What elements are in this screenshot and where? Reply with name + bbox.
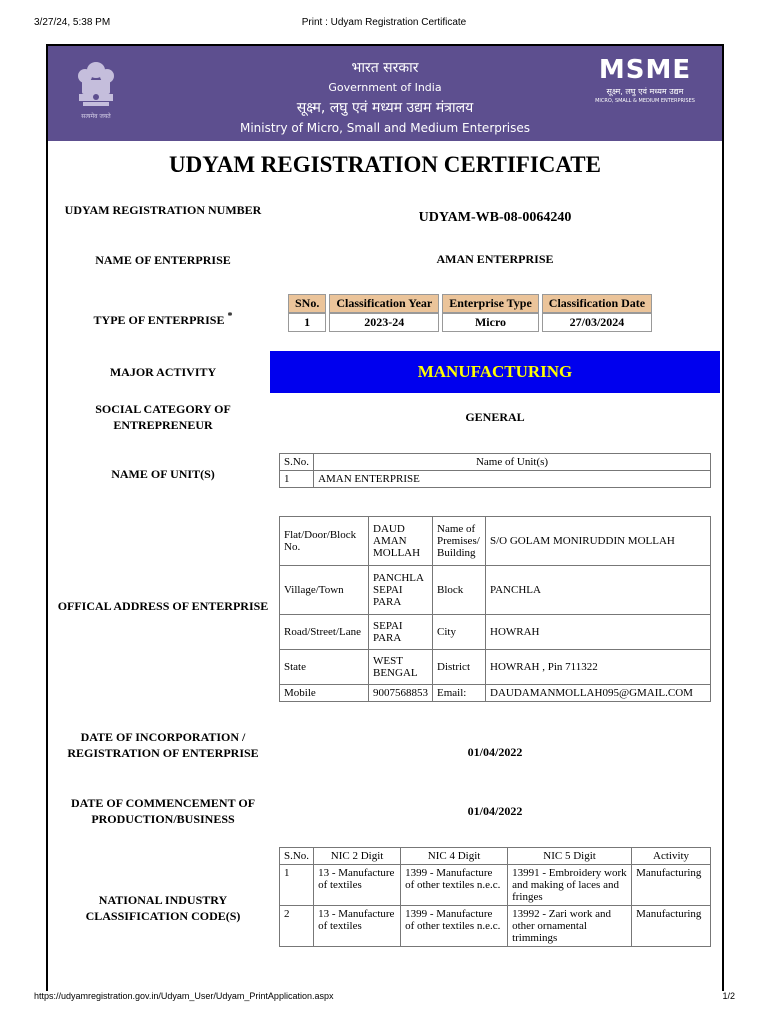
incorporation-date-value: 01/04/2022 [467, 745, 523, 759]
nic-header: NIC 2 Digit [314, 848, 401, 865]
social-category-label: SOCIAL CATEGORY OF ENTREPRENEUR [95, 402, 231, 432]
nic-cell: Manufacturing [632, 865, 711, 906]
unit-header: S.No. [280, 454, 314, 471]
unit-cell: 1 [280, 471, 314, 488]
banner-hindi-ministry: सूक्ष्म, लघु एवं मध्यम उद्यम मंत्रालय [296, 100, 474, 116]
nic-header: NIC 4 Digit [401, 848, 508, 865]
address-field-value: 9007568853 [369, 685, 433, 702]
address-field-label: Village/Town [280, 566, 369, 615]
major-activity-label: MAJOR ACTIVITY [109, 365, 217, 379]
address-field-value: WEST BENGAL [369, 650, 433, 685]
registration-number-value: UDYAM-WB-08-0064240 [418, 210, 572, 225]
address-field-value: DAUD AMAN MOLLAH [369, 517, 433, 566]
unit-name-label: NAME OF UNIT(S) [111, 467, 215, 481]
address-field-value: SEPAI PARA [369, 615, 433, 650]
address-field-label: Mobile [280, 685, 369, 702]
address-field-label: Email: [433, 685, 486, 702]
msme-hindi-text: सूक्ष्म, लघु एवं मध्यम उद्यम [606, 87, 684, 96]
print-url: https://udyamregistration.gov.in/Udyam_User/Udyam_PrintApplication.aspx [34, 991, 334, 1001]
table-row [280, 906, 711, 947]
enterprise-type-header-row [288, 294, 652, 313]
enterprise-type-header: Classification Year [329, 294, 439, 313]
nic-header: S.No. [280, 848, 314, 865]
emblem-motto: सत्यमेव जयते [81, 113, 111, 120]
banner-english-ministry: Ministry of Micro, Small and Medium Enterprises [239, 121, 531, 135]
nic-cell: 1399 - Manufacture of other textiles n.e.c. [401, 865, 508, 906]
nic-cell: 13991 - Embroidery work and making of laces and fringes [508, 865, 632, 906]
table-row [288, 313, 652, 332]
enterprise-type-cell: 2023-24 [329, 313, 439, 332]
certificate-title: UDYAM REGISTRATION CERTIFICATE [168, 152, 601, 177]
nic-cell: 13992 - Zari work and other ornamental trimmings [508, 906, 632, 947]
address-field-label: Flat/Door/Block No. [280, 517, 369, 566]
address-label: OFFICAL ADDRESS OF ENTERPRISE [57, 599, 269, 613]
enterprise-name-label: NAME OF ENTERPRISE [95, 253, 231, 267]
table-row [280, 650, 711, 685]
enterprise-type-label [56, 309, 270, 328]
unit-cell: AMAN ENTERPRISE [314, 471, 711, 488]
print-page-number: 1/2 [722, 991, 735, 1001]
msme-english-text: MICRO, SMALL & MEDIUM ENTERPRISES [595, 98, 695, 104]
table-row [280, 615, 711, 650]
address-field-value: HOWRAH [486, 615, 711, 650]
address-field-label: Road/Street/Lane [280, 615, 369, 650]
enterprise-type-header: Enterprise Type [442, 294, 539, 313]
msme-logo [590, 56, 700, 104]
nic-cell: Manufacturing [632, 906, 711, 947]
nic-header: NIC 5 Digit [508, 848, 632, 865]
nic-cell: 13 - Manufacture of textiles [314, 865, 401, 906]
nic-cell: 1 [280, 865, 314, 906]
nic-table [279, 847, 711, 947]
enterprise-type-cell: 27/03/2024 [542, 313, 652, 332]
address-field-value: DAUDAMANMOLLAH095@GMAIL.COM [486, 685, 711, 702]
address-field-value: PANCHLA [486, 566, 711, 615]
enterprise-type-table [285, 294, 655, 332]
address-field-label: District [433, 650, 486, 685]
address-field-label: City [433, 615, 486, 650]
nic-cell: 1399 - Manufacture of other textiles n.e.c. [401, 906, 508, 947]
nic-code-label: NATIONAL INDUSTRY CLASSIFICATION CODE(S) [85, 893, 241, 923]
enterprise-type-asterisk: * [227, 311, 233, 322]
address-table [279, 516, 711, 702]
enterprise-type-header: Classification Date [542, 294, 652, 313]
address-field-value: PANCHLA SEPAI PARA [369, 566, 433, 615]
table-row [280, 517, 711, 566]
unit-header-row [280, 454, 711, 471]
address-field-label: Block [433, 566, 486, 615]
registration-number-label: UDYAM REGISTRATION NUMBER [64, 203, 262, 217]
nic-cell: 13 - Manufacture of textiles [314, 906, 401, 947]
table-row [280, 566, 711, 615]
enterprise-type-cell: Micro [442, 313, 539, 332]
commencement-date-value: 01/04/2022 [467, 804, 523, 818]
nic-cell: 2 [280, 906, 314, 947]
enterprise-name-value: AMAN ENTERPRISE [436, 252, 554, 266]
address-field-value: HOWRAH , Pin 711322 [486, 650, 711, 685]
address-field-label: State [280, 650, 369, 685]
address-field-value: S/O GOLAM MONIRUDDIN MOLLAH [486, 517, 711, 566]
address-field-label: Name of Premises/ Building [433, 517, 486, 566]
enterprise-type-label-text: TYPE OF ENTERPRISE [93, 313, 225, 327]
unit-table [279, 453, 711, 488]
table-row [280, 685, 711, 702]
table-row [280, 471, 711, 488]
enterprise-type-cell: 1 [288, 313, 326, 332]
unit-header: Name of Unit(s) [314, 454, 711, 471]
major-activity-value: MANUFACTURING [270, 351, 720, 393]
banner-hindi-gov: भारत सरकार [351, 60, 419, 76]
print-datetime: 3/27/24, 5:38 PM [34, 17, 111, 28]
nic-header-row [280, 848, 711, 865]
nic-header: Activity [632, 848, 711, 865]
print-header [0, 17, 768, 31]
commencement-date-label: DATE OF COMMENCEMENT OF PRODUCTION/BUSINESS [70, 796, 256, 826]
incorporation-date-label: DATE OF INCORPORATION / REGISTRATION OF ENTERPRISE [67, 730, 259, 760]
government-banner [48, 46, 722, 141]
enterprise-type-header: SNo. [288, 294, 326, 313]
table-row [280, 865, 711, 906]
print-title: Print : Udyam Registration Certificate [301, 17, 467, 28]
banner-english-gov: Government of India [328, 81, 442, 94]
social-category-value: GENERAL [465, 410, 525, 424]
msme-logo-text: MSME [598, 55, 692, 85]
